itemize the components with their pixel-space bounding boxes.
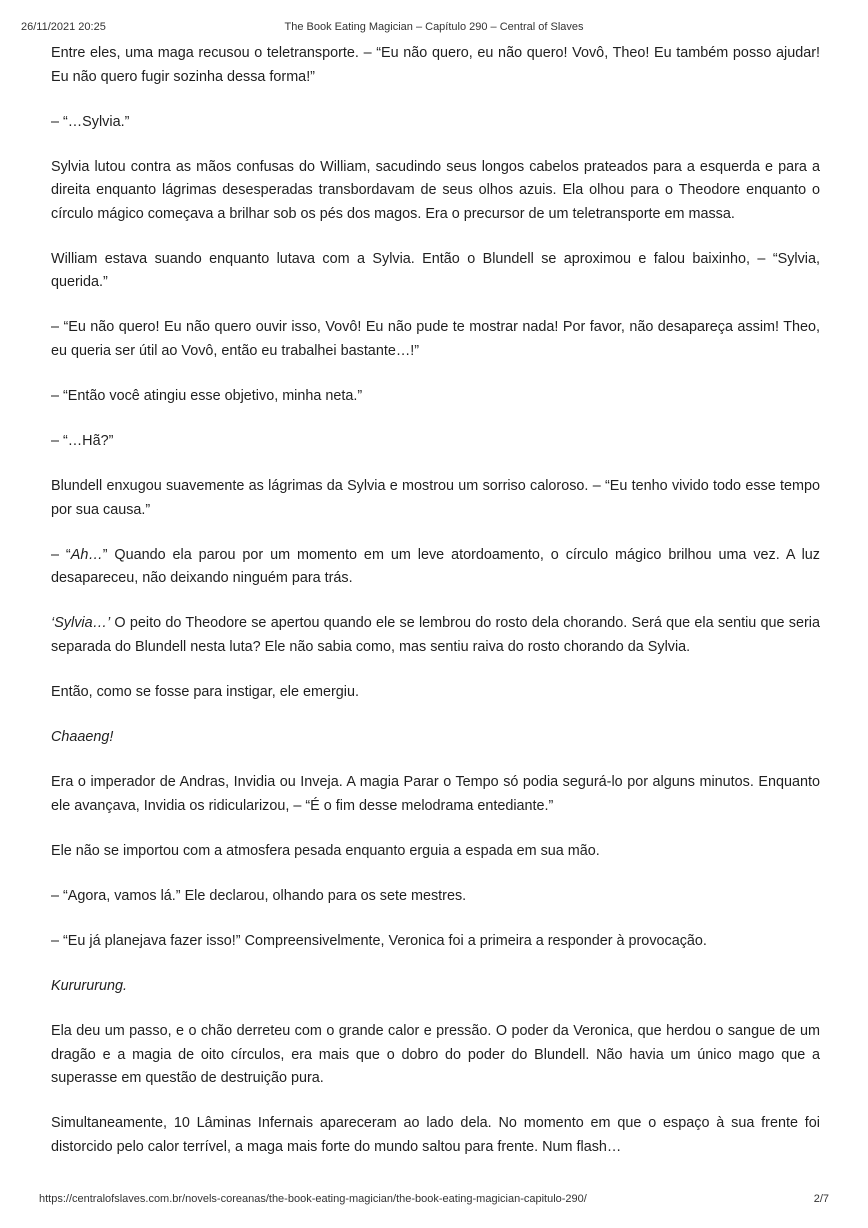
paragraph: Blundell enxugou suavemente as lágrimas da Sylvia e mostrou um sorriso caloroso. – “Eu tenho vivido todo esse tempo por sua causa.”	[51, 478, 820, 518]
paragraph-text: ” Quando ela parou por um momento em um leve atordoamento, o círculo mágico brilhou uma vez. A luz desapareceu, não deixando ninguém para trás.	[51, 546, 820, 587]
chapter-body	[51, 42, 820, 1159]
paragraph: – “…Hã?”	[51, 433, 114, 450]
sound-effect: Kurururung.	[51, 978, 127, 994]
print-date: 26/11/2021 20:25	[21, 21, 106, 33]
page-header	[0, 21, 868, 35]
paragraph: Então, como se fosse para instigar, ele emergiu.	[51, 683, 359, 700]
source-url: https://centralofslaves.com.br/novels-coreanas/the-book-eating-magician/the-book-eating-magician-capitulo-290/	[39, 1193, 587, 1205]
italic-text: ‘Sylvia…’	[51, 615, 111, 632]
paragraph: Entre eles, uma maga recusou o teletransporte. – “Eu não quero, eu não quero! Vovô, Theo! Eu também posso ajudar! Eu não quero fugir sozinha dessa forma!”	[51, 45, 820, 85]
paragraph: – “Agora, vamos lá.” Ele declarou, olhando para os sete mestres.	[51, 887, 467, 904]
paragraph: Ela deu um passo, e o chão derreteu com o grande calor e pressão. O poder da Veronica, que herdou o sangue de um dragão e a magia de oito círculos, era mais que o dobro do poder do Blundell. Não havia um único mago que a superasse em questão de destruição pura.	[51, 1023, 820, 1087]
page-number: 2/7	[813, 1193, 829, 1205]
paragraph	[51, 975, 820, 999]
paragraph: Ele não se importou com a atmosfera pesada enquanto erguia a espada em sua mão.	[51, 842, 600, 859]
paragraph	[51, 544, 820, 591]
paragraph: – “Eu não quero! Eu não quero ouvir isso, Vovô! Eu não pude te mostrar nada! Por favor, não desapareça assim! Theo, eu queria ser útil ao Vovô, então eu trabalhei bastante…!”	[51, 319, 820, 359]
paragraph: Sylvia lutou contra as mãos confusas do William, sacudindo seus longos cabelos prateados para a esquerda e para a direita enquanto lágrimas desesperadas transbordavam de seus olhos azuis. Ela olhou para o Theodore enquanto o círculo mágico começava a brilhar sob os pés dos magos. Era o precursor de um teletransporte em massa.	[51, 158, 820, 222]
page-title: The Book Eating Magician – Capítulo 290 – Central of Slaves	[284, 21, 584, 33]
paragraph-text: – “	[51, 546, 71, 563]
italic-text: Ah…	[70, 546, 103, 563]
paragraph: William estava suando enquanto lutava com a Sylvia. Então o Blundell se aproximou e falou baixinho, – “Sylvia, querida.”	[51, 250, 820, 291]
paragraph	[51, 612, 820, 659]
sound-effect: Chaaeng!	[51, 729, 114, 746]
paragraph: – “Eu já planejava fazer isso!” Compreensivelmente, Veronica foi a primeira a responder à provocação.	[51, 932, 707, 949]
paragraph: – “…Sylvia.”	[51, 113, 130, 130]
page-footer	[0, 1193, 868, 1207]
paragraph: Simultaneamente, 10 Lâminas Infernais apareceram ao lado dela. No momento em que o espaço à sua frente foi distorcido pelo calor terrível, a maga mais forte do mundo saltou para frente. Num flash…	[51, 1115, 820, 1155]
paragraph: Era o imperador de Andras, Invidia ou Inveja. A magia Parar o Tempo só podia segurá-lo por alguns minutos. Enquanto ele avançava, Invidia os ridicularizou, – “É o fim desse melodrama entediante.”	[51, 774, 820, 814]
paragraph	[51, 726, 820, 750]
paragraph: – “Então você atingiu esse objetivo, minha neta.”	[51, 387, 363, 404]
paragraph-text: O peito do Theodore se apertou quando ele se lembrou do rosto dela chorando. Será que ela sentiu que seria separada do Blundell nesta luta? Ele não sabia como, mas sentiu raiva do rosto chorando da Sylvia.	[51, 615, 820, 655]
